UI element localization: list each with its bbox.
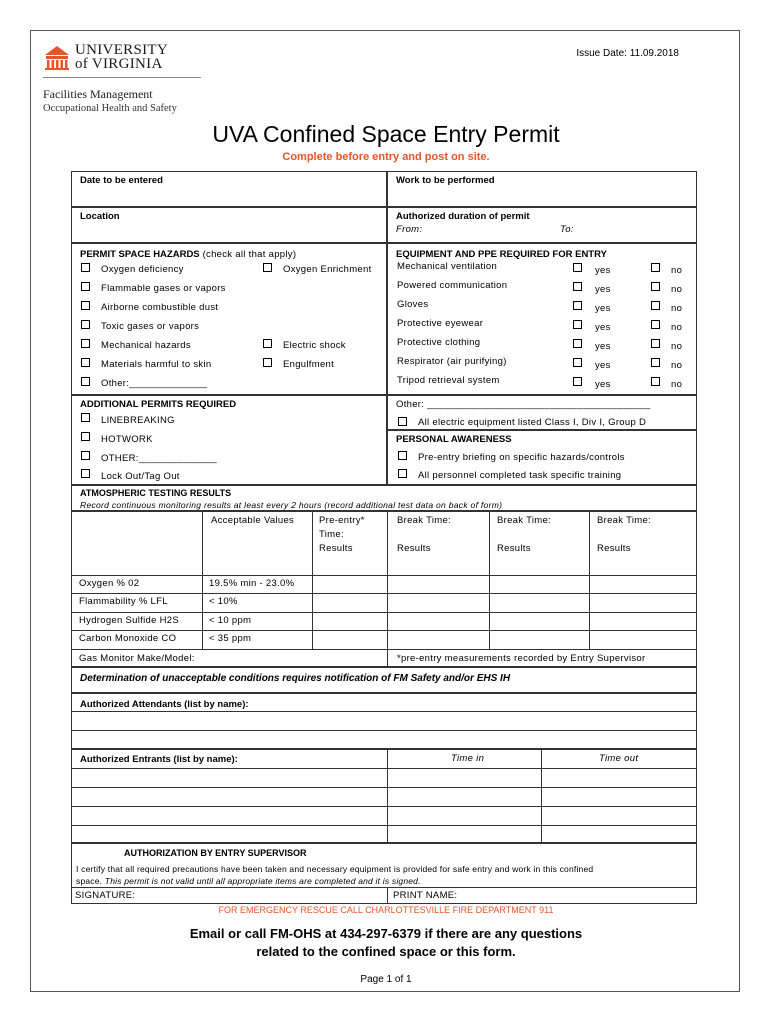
equipment-no-checkbox[interactable] xyxy=(651,263,660,272)
permit-label: OTHER:______________ xyxy=(101,453,217,464)
personal-awareness-section: PERSONAL AWARENESS Pre-entry briefing on specific hazards/controls All personnel completed task specific training xyxy=(387,430,697,485)
print-name-field[interactable]: PRINT NAME: xyxy=(393,890,458,901)
equipment-no-checkbox[interactable] xyxy=(651,301,660,310)
permit-label: LINEBREAKING xyxy=(101,415,175,426)
permit-checkbox[interactable] xyxy=(81,432,90,441)
gas-name: Hydrogen Sulfide H2S xyxy=(79,615,179,626)
equipment-label: Powered communication xyxy=(397,280,508,291)
no-label: no xyxy=(671,303,683,314)
emergency-notice: FOR EMERGENCY RESCUE CALL CHARLOTTESVILLE FIRE DEPARTMENT 911 xyxy=(218,905,554,915)
yes-label: yes xyxy=(595,360,611,371)
logo-rule xyxy=(43,77,201,78)
permit-page xyxy=(30,30,740,992)
hazard-checkbox[interactable] xyxy=(81,301,90,310)
duration-field[interactable]: Authorized duration of permit From: To: xyxy=(387,207,697,243)
equipment-label: Tripod retrieval system xyxy=(397,375,500,386)
equipment-yes-checkbox[interactable] xyxy=(573,282,582,291)
hazard-label: Airborne combustible dust xyxy=(101,302,219,313)
testing-heading-section: ATMOSPHERIC TESTING RESULTS Record continuous monitoring results at least every 2 hours (record additional test data on back of form) xyxy=(71,485,697,511)
hazard-label: Other:______________ xyxy=(101,378,208,389)
col-acceptable: Acceptable Values xyxy=(211,515,295,526)
hazard-label: Oxygen Enrichment xyxy=(283,264,372,275)
yes-label: yes xyxy=(595,303,611,314)
hazard-label: Toxic gases or vapors xyxy=(101,321,200,332)
page-title: UVA Confined Space Entry Permit xyxy=(212,121,560,147)
hazard-label: Mechanical hazards xyxy=(101,340,191,351)
hazard-label: Flammable gases or vapors xyxy=(101,283,226,294)
break-time-1: Break Time: xyxy=(397,515,451,526)
hazard-label: Engulfment xyxy=(283,359,335,370)
yes-label: yes xyxy=(595,265,611,276)
hazard-checkbox[interactable] xyxy=(81,358,90,367)
page-subtitle: Complete before entry and post on site. xyxy=(282,151,490,163)
briefing-checkbox[interactable] xyxy=(398,451,407,460)
attendants-section: Authorized Attendants (list by name): xyxy=(71,693,697,749)
hazard-label: Oxygen deficiency xyxy=(101,264,184,275)
hazard-checkbox[interactable] xyxy=(81,339,90,348)
preentry-note: *pre-entry measurements recorded by Entry Supervisor xyxy=(397,653,646,664)
hazard-label: Materials harmful to skin xyxy=(101,359,212,370)
hazard-checkbox[interactable] xyxy=(263,263,272,272)
gas-acceptable-value: 19.5% min - 23.0% xyxy=(209,578,295,589)
university-wordmark: UNIVERSITY of VIRGINIA xyxy=(75,42,168,72)
rotunda-icon xyxy=(43,43,71,71)
equipment-no-checkbox[interactable] xyxy=(651,282,660,291)
time-out-header: Time out xyxy=(599,753,639,764)
equipment-other-field[interactable]: Other: ________________________________________ xyxy=(396,399,651,410)
hazard-checkbox[interactable] xyxy=(81,377,90,386)
permit-form xyxy=(71,171,697,904)
equipment-label: Protective eyewear xyxy=(397,318,484,329)
equipment-label: Protective clothing xyxy=(397,337,481,348)
no-label: no xyxy=(671,265,683,276)
permit-checkbox[interactable] xyxy=(81,413,90,422)
contact-notice: Email or call FM-OHS at 434-297-6379 if there are any questions related to the confined space or this form. xyxy=(189,926,583,959)
permit-checkbox[interactable] xyxy=(81,451,90,460)
equipment-yes-checkbox[interactable] xyxy=(573,358,582,367)
page-number: Page 1 of 1 xyxy=(360,974,412,985)
equipment-yes-checkbox[interactable] xyxy=(573,263,582,272)
permit-label: Lock Out/Tag Out xyxy=(101,471,180,482)
gas-name: Oxygen % 02 xyxy=(79,578,140,589)
signature-field[interactable]: SIGNATURE: xyxy=(75,890,136,901)
permit-checkbox[interactable] xyxy=(81,469,90,478)
gas-acceptable-value: < 10 ppm xyxy=(209,615,252,626)
issue-date: Issue Date: 11.09.2018 xyxy=(576,48,679,59)
hazard-checkbox[interactable] xyxy=(263,339,272,348)
equipment-section: EQUIPMENT AND PPE REQUIRED FOR ENTRY xyxy=(387,243,697,395)
results-2: Results xyxy=(497,543,531,554)
gas-acceptable-value: < 10% xyxy=(209,596,238,607)
gas-monitor-field[interactable]: Gas Monitor Make/Model: xyxy=(79,653,195,664)
hazard-checkbox[interactable] xyxy=(81,282,90,291)
gas-name: Carbon Monoxide CO xyxy=(79,633,177,644)
yes-label: yes xyxy=(595,322,611,333)
work-field[interactable]: Work to be performed xyxy=(387,171,697,207)
equipment-label: Gloves xyxy=(397,299,429,310)
gas-acceptable-value: < 35 ppm xyxy=(209,633,252,644)
break-time-2: Break Time: xyxy=(497,515,551,526)
yes-label: yes xyxy=(595,284,611,295)
col-results: Results xyxy=(319,543,353,554)
hazards-section: PERMIT SPACE HAZARDS (check all that apply) xyxy=(71,243,387,395)
entrants-section: Authorized Entrants (list by name): xyxy=(71,749,697,843)
equipment-other-section: Other: ________________________________________ All electric equipment listed Class I, Div I, Group D xyxy=(387,395,697,430)
no-label: no xyxy=(671,379,683,390)
hazard-checkbox[interactable] xyxy=(263,358,272,367)
division-name: Occupational Health and Safety xyxy=(43,103,177,114)
col-time: Time: xyxy=(319,529,344,540)
electric-checkbox[interactable] xyxy=(398,417,407,426)
break-time-3: Break Time: xyxy=(597,515,651,526)
equipment-no-checkbox[interactable] xyxy=(651,377,660,386)
determination-section: Determination of unacceptable conditions requires notification of FM Safety and/or EHS IH xyxy=(71,667,697,693)
no-label: no xyxy=(671,360,683,371)
results-1: Results xyxy=(397,543,431,554)
gas-name: Flammability % LFL xyxy=(79,596,168,607)
yes-label: yes xyxy=(595,379,611,390)
equipment-no-checkbox[interactable] xyxy=(651,339,660,348)
training-checkbox[interactable] xyxy=(398,469,407,478)
equipment-no-checkbox[interactable] xyxy=(651,320,660,329)
time-in-header: Time in xyxy=(451,753,485,764)
equipment-yes-checkbox[interactable] xyxy=(573,320,582,329)
no-label: no xyxy=(671,284,683,295)
results-3: Results xyxy=(597,543,631,554)
no-label: no xyxy=(671,341,683,352)
additional-permits-section: ADDITIONAL PERMITS REQUIRED xyxy=(71,395,387,485)
hazard-checkbox[interactable] xyxy=(81,320,90,329)
date-field[interactable]: Date to be entered xyxy=(71,171,387,207)
authorization-section: AUTHORIZATION BY ENTRY SUPERVISOR I certify that all required precautions have been taken and necessary equipment is provided for safe entry and work in this confined space. This permit is not valid until all appropriate items are completed and it is signed. xyxy=(71,843,697,904)
equipment-label: Respirator (air purifying) xyxy=(397,356,507,367)
equipment-yes-checkbox[interactable] xyxy=(573,301,582,310)
permit-label: HOTWORK xyxy=(101,434,153,445)
equipment-label: Mechanical ventilation xyxy=(397,261,498,272)
yes-label: yes xyxy=(595,341,611,352)
col-preentry: Pre-entry* xyxy=(319,515,365,526)
department-name: Facilities Management xyxy=(43,87,153,101)
uva-logo xyxy=(43,41,203,131)
hazard-label: Electric shock xyxy=(283,340,346,351)
equipment-yes-checkbox[interactable] xyxy=(573,377,582,386)
location-field[interactable]: Location xyxy=(71,207,387,243)
equipment-yes-checkbox[interactable] xyxy=(573,339,582,348)
equipment-no-checkbox[interactable] xyxy=(651,358,660,367)
no-label: no xyxy=(671,322,683,333)
hazard-checkbox[interactable] xyxy=(81,263,90,272)
